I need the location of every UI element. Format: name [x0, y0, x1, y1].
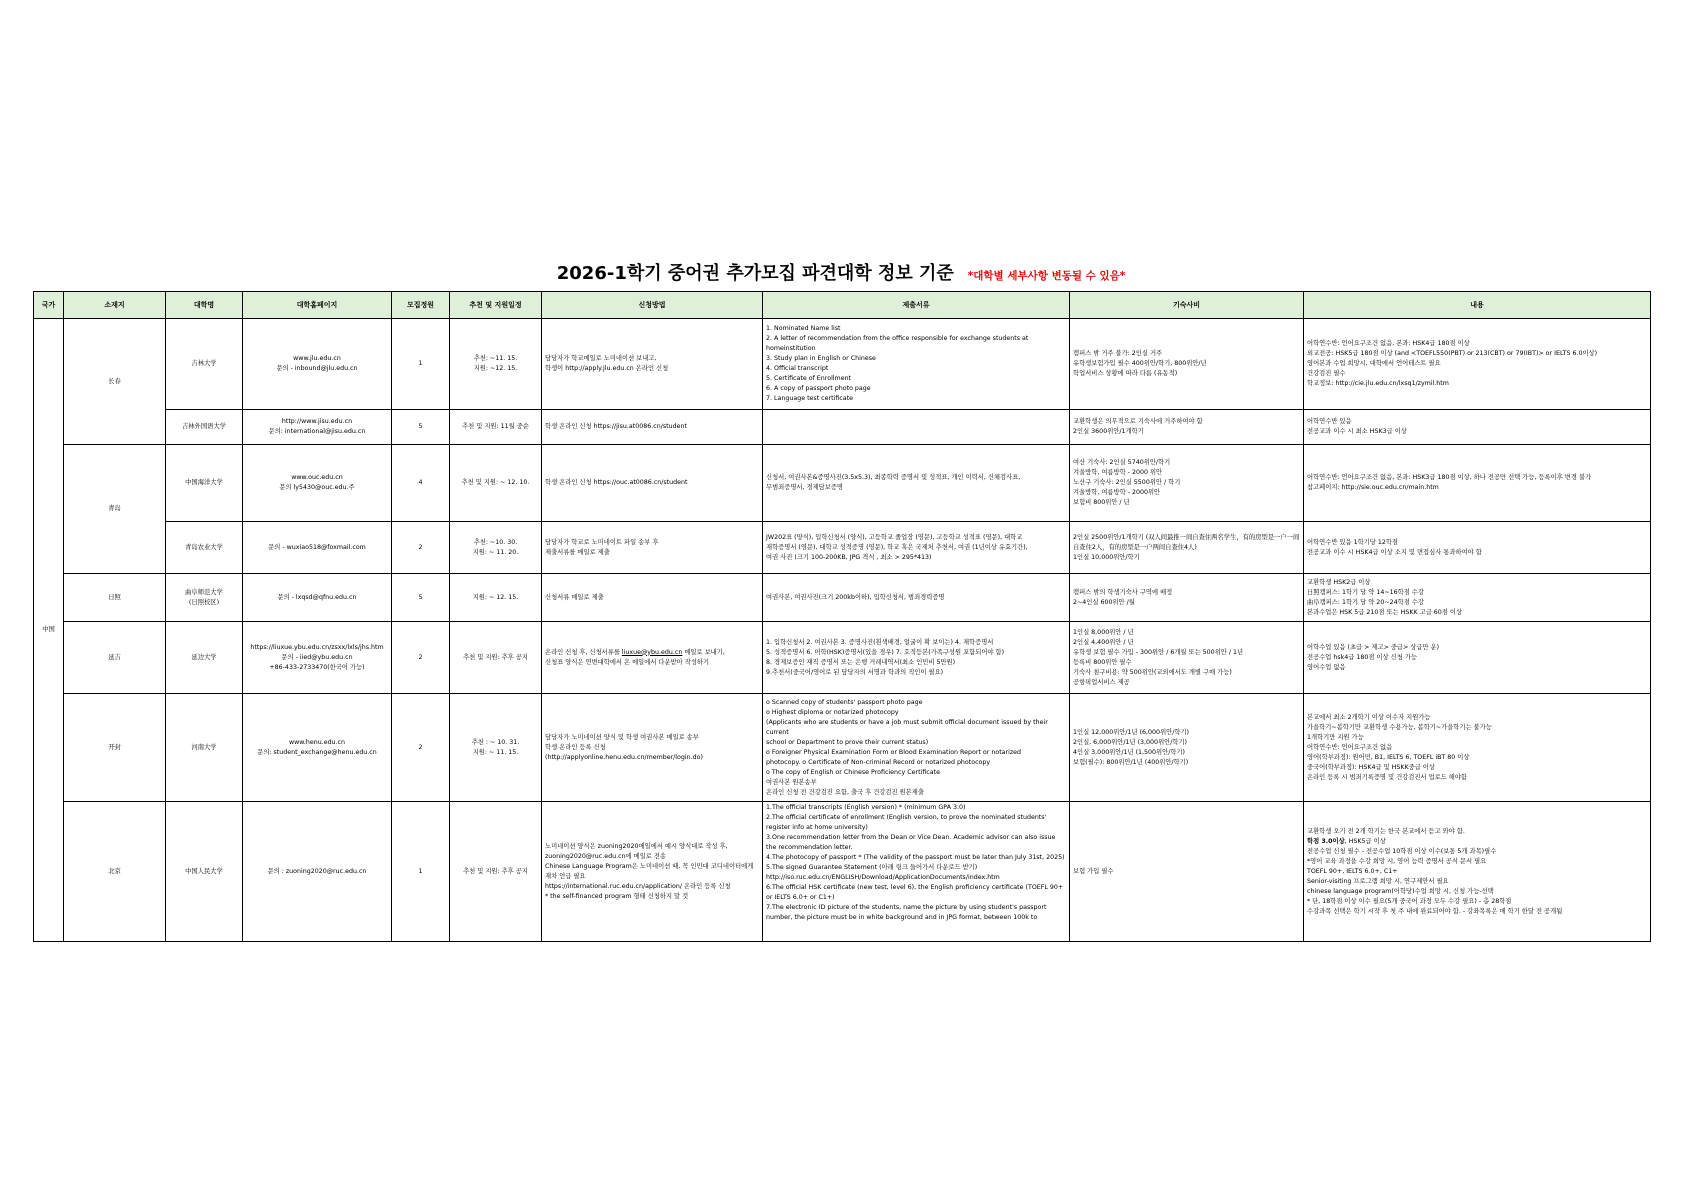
schedule-cell: 추천 및 지원: 11월 중순: [450, 410, 542, 445]
method-cell: 신청서류 메일로 제출: [542, 574, 763, 622]
homepage-cell: 문의 - lxqsd@qfnu.edu.cn: [243, 574, 392, 622]
location-cell: 延吉: [64, 622, 166, 694]
documents-cell: 여권사본, 여권사진(크기 200kb이하), 입학신청서, 범죄경력증명: [763, 574, 1070, 622]
quota-cell: 1: [392, 802, 450, 942]
header-location: 소재지: [64, 292, 166, 319]
quota-cell: 4: [392, 445, 450, 522]
page-title: 2026-1학기 중어권 추가모집 파견대학 정보 기준: [556, 263, 954, 284]
table-row: [34, 694, 1651, 802]
homepage-cell: 문의 - wuxiao518@foxmail.com: [243, 522, 392, 574]
schedule-cell: 추천 및 지원: ~ 12. 10.: [450, 445, 542, 522]
schedule-cell: 추천 : ~ 10. 31. 지원: ~ 11. 15.: [450, 694, 542, 802]
documents-cell: 1. Nominated Name list 2. A letter of recommendation from the office responsible for exchange students at homeinstitution 3. Study plan in English or Chinese 4. Official transcript 5. Certificate of Enrollment 6. A copy of passport photo page 7. Language test certificate: [763, 319, 1070, 410]
title-wrap: [0, 259, 1682, 285]
content-line: , HSK5급 이상: [1344, 837, 1386, 845]
quota-cell: 5: [392, 410, 450, 445]
homepage-cell: http://www.jisu.edu.cn 문의: international@jisu.edu.cn: [243, 410, 392, 445]
documents-cell: [763, 410, 1070, 445]
method-text-post: 메일로 보내기, 신청표 양식은 연변대학에서 온 메일에서 다운받아 작성하기: [545, 648, 725, 666]
documents-cell: 1.The official transcripts (English version) * (minimum GPA 3.0) 2.The official certificate of enrollment (English version, to prove the nominated students' register info at home university) 3.One recommendation letter from the Dean or Vice Dean. Academic advisor can also issue the recommendation letter. 4.The photocopy of passport * (The validity of the passport must be later than July 31st, 2025) 5.The signed Guarantee Statement (아래 링크 들어가서 다운로드 받기) http://iso.ruc.edu.cn/ENGLISH/Download/ApplicationDocuments/index.htm 6.The official HSK certificate (new test, level 6), the English proficiency certificate (TOEFL 90+ or IELTS 6.0+ or C1+) 7.The electronic ID picture of the students, name the picture by using student's passport number, the picture must be in white background and in JPG format, between 100k to: [763, 802, 1070, 942]
header-method: 신청방법: [542, 292, 763, 319]
content-cell: 어학연수반: 언어요구조건 없음, 본과: HSK3급 180점 이상, 하나 전공만 선택 가능, 등록이후 변경 불가 참고페이지: http://sie.ouc.edu.cn/main.htm: [1304, 445, 1651, 522]
method-cell: 학생 온라인 신청 https://jisu.at0086.cn/student: [542, 410, 763, 445]
dorm-cell: 1인실 12,000위안/1년 (6,000위안/학기) 2인실, 6,000위안/1년 (3,000위안/학기) 4인실 3,000위안/1년 (1,500위안/학기) 보험(필수): 800위안/1년 (400위안/학기): [1070, 694, 1304, 802]
university-cell: 吉林大学: [166, 319, 243, 410]
university-cell: 河南大学: [166, 694, 243, 802]
header-content: 내용: [1304, 292, 1651, 319]
location-cell: 长春: [64, 319, 166, 445]
university-cell: 曲阜师范大学 (日照校区): [166, 574, 243, 622]
university-cell: 延边大学: [166, 622, 243, 694]
university-cell: 吉林外国语大学: [166, 410, 243, 445]
table-row: [34, 802, 1651, 942]
header-university: 대학명: [166, 292, 243, 319]
dorm-cell: 캠퍼스 밖 거주 불가: 2인실 거주 유학생보험가입 필수 400위안/학기, 800위안/년 학업서비스 상황에 따라 다름 (유동적): [1070, 319, 1304, 410]
documents-cell: o Scanned copy of students' passport photo page o Highest diploma or notarized photocopy (Applicants who are students or have a job must submit official document issued by their current school or Department to prove their current status) o Foreigner Physical Examination Form or Blood Examination Report or notarized photocopy. o Certificate of Non-criminal Record or notarized photocopy o The copy of English or Chinese Proficiency Certificate 여권사본 원본송부 온라인 신청 전 건강검진 요함, 출국 후 건강검진 원본제출: [763, 694, 1070, 802]
quota-cell: 1: [392, 319, 450, 410]
schedule-cell: 추천: ~10. 30. 지원: ~ 11. 20.: [450, 522, 542, 574]
location-cell: 青岛: [64, 445, 166, 574]
method-cell: 노미네이션 양식은 zuoning2020메일에서 예시 양식대로 작성 후, zuoning2020@ruc.edu.cn에 메일로 전송 Chinese Language Program은 노미네이션 때, 꼭 인민대 코디네이터에게 재차 언급 필요 https://international.ruc.edu.cn/application/ 온라인 등록 신청 * the self-financed program 형태 신청하지 말 것: [542, 802, 763, 942]
content-cell: 어학연수반 있음 1학기당 12학점 전공교과 이수 시 HSK4급 이상 소지 및 면접심사 통과하여야 함: [1304, 522, 1651, 574]
university-cell: 中国人民大学: [166, 802, 243, 942]
schedule-cell: 추천: ~11. 15. 지원: ~12. 15.: [450, 319, 542, 410]
header-documents: 제출서류: [763, 292, 1070, 319]
method-cell: 담당자가 학교로 노미네이트 파일 송부 후 제출서류를 메일로 제출: [542, 522, 763, 574]
dorm-cell: 교환학생은 의무적으로 기숙사에 거주하여야 함 2인실 3600위안/1개학기: [1070, 410, 1304, 445]
location-cell: 日照: [64, 574, 166, 622]
dorm-cell: 캠퍼스 밖의 학생기숙사 구역에 배정 2~4인실 600위안 /월: [1070, 574, 1304, 622]
country-cell: 中国: [34, 319, 64, 942]
dorm-cell: 2인실 2500위안/1개학기 (双人间最推一间自查住两名学生，有的房型是一户一间自查住2人，有的房型是一户两间自查住4人) 1인실 10,000위안/학기: [1070, 522, 1304, 574]
schedule-cell: 추천 및 지원: 추후 공지: [450, 802, 542, 942]
content-line: 교환학생 오기 전 2개 학기는 한국 본교에서 듣고 와야 함.: [1307, 827, 1465, 835]
quota-cell: 5: [392, 574, 450, 622]
info-table: [33, 291, 1651, 942]
content-bold: 학점 3.0이상: [1307, 837, 1345, 845]
content-cell: [1304, 802, 1651, 942]
schedule-cell: 추천 및 지원: 추후 공지: [450, 622, 542, 694]
header-homepage: 대학홈페이지: [243, 292, 392, 319]
dorm-cell: 여산 기숙사: 2인실 5740위안/학기 겨울방학, 여름방학 - 2000 위안 노산구 기숙사: 2인실 5500위안 / 학기 겨울방학, 여름방학 - 2000위안 보험비 800위안 / 년: [1070, 445, 1304, 522]
title-note: *대학별 세부사항 변동될 수 있음*: [967, 270, 1126, 282]
method-cell: 학생 온라인 신청 https://ouc.at0086.cn/student: [542, 445, 763, 522]
dorm-cell: 1인실 8,000위안 / 년 2인실 4,400위안 / 년 유학생 보험 필수 가입 - 300위안 / 6개월 또는 500위안 / 1년 등록비 800위안 필수 기숙사 침구비용: 약 500위안(교외에서도 개별 구매 가능) 공항픽업서비스 제공: [1070, 622, 1304, 694]
table-row: [34, 622, 1651, 694]
schedule-cell: 지원: ~ 12. 15.: [450, 574, 542, 622]
university-cell: 青岛农业大学: [166, 522, 243, 574]
quota-cell: 2: [392, 622, 450, 694]
quota-cell: 2: [392, 522, 450, 574]
method-cell: 담당자가 학교메일로 노미네이션 보내고, 학생이 http://apply.jlu.edu.cn 온라인 신청: [542, 319, 763, 410]
page-bottom-whitespace: [0, 944, 1682, 1190]
table-row: [34, 410, 1651, 445]
homepage-cell: 문의 : zuoning2020@ruc.edu.cn: [243, 802, 392, 942]
table-row: [34, 522, 1651, 574]
content-cell: 어학수업 있음 (초급 > 제고> 중급> 상급만 운) 전공수업 hsk4급 180점 이상 신청 가능 영어수업 없음: [1304, 622, 1651, 694]
documents-cell: 1. 입학신청서 2. 여권사본 3. 증명사진(흰색배경, 얼굴이 확 보이는) 4. 재학증명서 5. 성적증명서 6. 어학(HSK)증명서(있을 경우) 7. 호적등본(가족구성원 포함되어야 함) 8. 경제보증인 재직 증명서 또는 은행 거래내역서(최소 인민비 5만원) 9.추천서(중국어/영어로 된 담당자의 서명과 학과의 직인이 필요): [763, 622, 1070, 694]
table-row: [34, 445, 1651, 522]
method-cell: 담당자가 노미네이션 양식 및 학생 여권사본 메일로 송부 학생 온라인 등록 신청 (http://applyonline.henu.edu.cn/member/login.do): [542, 694, 763, 802]
location-cell: 开封: [64, 694, 166, 802]
documents-cell: 신청서, 여권사본&증명사진(3.5x5.3), 최종학력 증명서 및 성적표, 개인 이력서, 신체검사표, 무범죄증명서, 경제담보증명: [763, 445, 1070, 522]
quota-cell: 2: [392, 694, 450, 802]
content-cell: 어학연수반: 언어요구조건 없음, 본과: HSK4급 180점 이상 외교전공: HSK5급 180점 이상 (and <TOEFL550(PBT) or 213(CBT) or 79(IBT)> or IELTS 6.0이상) 영어본과 수업 희망시, 대학에서 언어테스트 필요 건강검진 필수 학교정보: http://cie.jlu.edu.cn/lxsq1/zymil.htm: [1304, 319, 1651, 410]
table-row: [34, 319, 1651, 410]
header-country: 국가: [34, 292, 64, 319]
content-cell: 본교에서 최소 2개학기 이상 이수자 지원가능 가을학기~봄학기만 교환학생 수용가능, 봄학기~가을학기는 불가능 1개학기만 지원 가능 어학연수반: 언어요구조건 없음 영어(학부과정): 원어민, B1, IELTS 6, TOEFL iBT 80 이상 중국어(학부과정): HSK4급 및 HSKK중급 이상 온라인 등록 시 범죄기록증명 및 건강검진서 업로드 해야함: [1304, 694, 1651, 802]
method-text-pre: 온라인 신청 후, 신청서류를: [545, 648, 622, 656]
table-row: [34, 574, 1651, 622]
header-quota: 모집정원: [392, 292, 450, 319]
header-row: [34, 292, 1651, 319]
content-cell: 어학연수반 있음 전공교과 이수 시 최소 HSK3급 이상: [1304, 410, 1651, 445]
header-schedule: 추천 및 지원일정: [450, 292, 542, 319]
dorm-cell: 보험 가입 필수: [1070, 802, 1304, 942]
email-link[interactable]: liuxue@ybu.edu.cn: [621, 648, 683, 656]
content-line: 전공수업 신청 필수 - 전공수업 10학점 이상 이수(보통 5개 과목)필수 *영어 교육 과정을 수강 희망 시, 영어 능력 증명서 공식 문서 필요 TOEFL 90+, IELTS 6.0+, C1+ Senior-visiting 프로그램 희망 시, 연구제안서 필요 chinese language program(어학당)수업 희망 시, 신청 가능-선택 * 단, 18학점 이상 이수 필요(5개 중국어 과정 모두 수강 필요) - 총 28학점 수강과목 선택은 학기 시작 후 첫 주 내에 완료되어야 함. - 강좌목록은 매 학기 한달 전 공개됨: [1307, 847, 1563, 915]
content-cell: 교환학생 HSK2급 이상 日照캠퍼스: 1학기 당 약 14~16학점 수강 曲阜캠퍼스: 1학기 당 약 20~24학점 수강 본과수업은 HSK 5급 210점 또는 HSKK 고급 60점 이상: [1304, 574, 1651, 622]
location-cell: 北京: [64, 802, 166, 942]
homepage-cell: www.henu.edu.cn 문의: student_exchange@henu.edu.cn: [243, 694, 392, 802]
header-dorm: 기숙사비: [1070, 292, 1304, 319]
documents-cell: JW202표 (양식), 입학신청서 (양식), 고등학교 졸업장 (영문), 고등학교 성적표 (영문), 대학교 재학증명서 (영문), 대학교 성적증명 (영문), 학교 혹은 국제처 추천서, 여권 (1년이상 유효기간), 여권 사진 (크기 100-200KB, JPG 격식 , 최소 > 295*413): [763, 522, 1070, 574]
university-cell: 中国海洋大学: [166, 445, 243, 522]
homepage-cell: https://liuxue.ybu.edu.cn/zsxx/lxls/jhs.htm 문의 - iied@ybu.edu.cn +86-433-2733470(한국어 가능): [243, 622, 392, 694]
homepage-cell: www.jlu.edu.cn 문의 - inbound@jlu.edu.cn: [243, 319, 392, 410]
method-cell: [542, 622, 763, 694]
homepage-cell: www.ouc.edu.cn 문의 ly5430@ouc.edu.주: [243, 445, 392, 522]
